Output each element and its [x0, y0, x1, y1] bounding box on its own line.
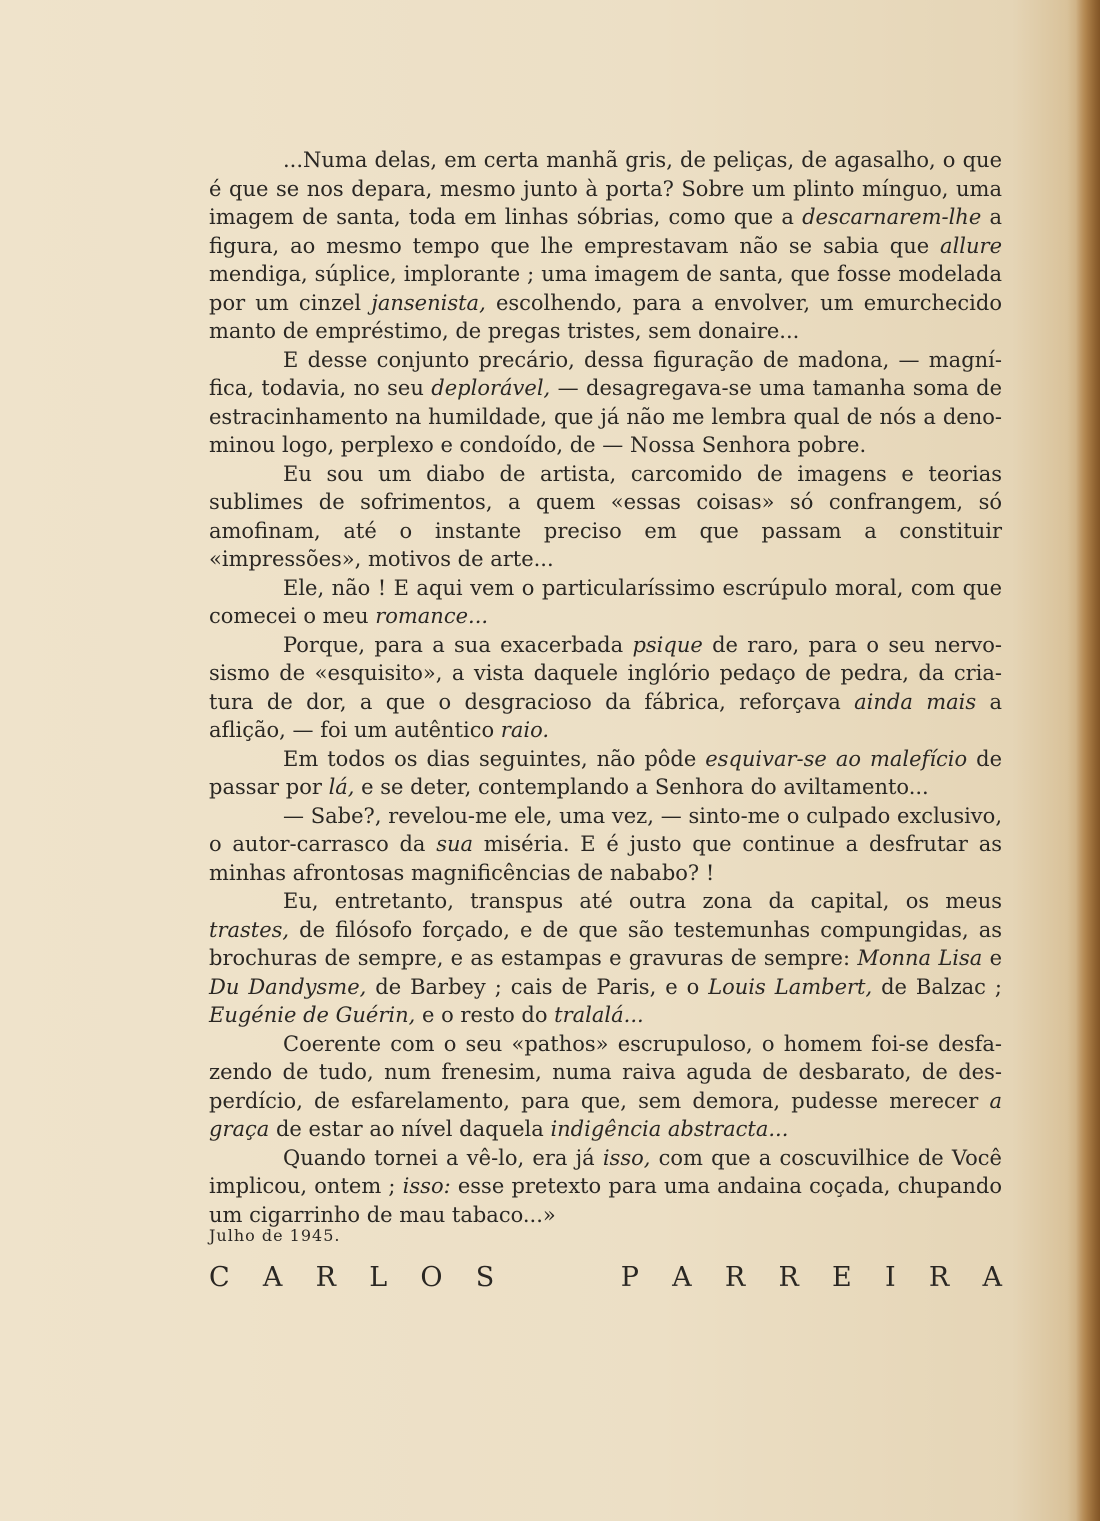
text-run: esse pretexto para uma andaina coçada, chupando um cigarrinho de mau tabaco...» [209, 1174, 1002, 1227]
italic-text: tralalá... [554, 1003, 644, 1027]
text-run: escolhendo, para a envolver, um emurchecido manto de empréstimo, de pregas tristes, sem donaire... [209, 290, 1002, 343]
italic-text: isso, [602, 1145, 651, 1170]
text-run: e [982, 946, 1003, 970]
author-letter: R [778, 1262, 799, 1293]
text-run: a figura, ao mesmo tempo que lhe emprestavam não se sabia que [209, 205, 1002, 258]
italic-text: raio. [500, 718, 550, 742]
author-letter: I [884, 1262, 896, 1293]
italic-text: descarnarem-lhe [802, 205, 982, 229]
italic-text: indigência abstracta... [550, 1117, 789, 1141]
paragraph [209, 802, 1002, 888]
text-run: Em todos os dias seguintes, não pôde [283, 746, 706, 771]
paragraph [209, 745, 1002, 802]
author-letter: P [620, 1262, 639, 1293]
paragraph [209, 1144, 1002, 1230]
text-run: de estar ao nível daquela [269, 1117, 551, 1141]
paragraph [209, 631, 1002, 745]
text-run: de Balzac ; [872, 974, 1002, 999]
italic-text: trastes, [209, 917, 290, 942]
italic-text: psique [632, 632, 703, 657]
text-run: Porque, para a sua exacerbada [283, 632, 633, 657]
paragraph [209, 460, 1002, 574]
italic-text: romance... [375, 604, 489, 628]
italic-text: jansenista, [371, 290, 486, 315]
italic-text: Eugénie de Guérin, [209, 1003, 416, 1027]
text-run: Ele, não ! E aqui vem o particularíssimo escrúpulo moral, com que comecei o meu [209, 575, 1002, 628]
text-run: Eu sou um diabo de artista, carcomido de imagens e teorias sublimes de sofrimentos, a quem «essas coisas» só confrangem, só amofinam, até o instante preciso em que passam a constituir «impressões», motivos de arte... [209, 461, 1002, 571]
text-run: Eu, entretanto, transpus até outra zona da capital, os meus [283, 889, 1002, 913]
paragraph [209, 887, 1002, 1030]
italic-text: a graça [209, 1088, 1002, 1141]
author-letter: R [928, 1262, 950, 1293]
italic-text: esquivar-se ao malefício [705, 746, 968, 771]
author-word-gap [528, 1262, 588, 1293]
author-letter: L [369, 1262, 388, 1293]
author-letter: R [724, 1262, 746, 1293]
date-line: Julho de 1945. [209, 1226, 341, 1245]
author-letter: A [982, 1262, 1002, 1293]
author-signature [209, 1262, 1002, 1293]
paragraph [209, 346, 1002, 460]
text-run: E desse conjunto precário, dessa figuração de madona, — magnífica, todavia, no seu [209, 347, 1002, 400]
text-run: Coerente com o seu «pathos» escrupuloso, o homem foi-se desfazendo de tudo, num frenesim, numa raiva aguda de desbarato, de desperdício, de esfarelamento, para que, sem demora, pudesse merecer [209, 1031, 1002, 1113]
paragraph [209, 1030, 1002, 1144]
author-letter: A [672, 1262, 692, 1293]
italic-text: allure [940, 233, 1002, 258]
paragraph [209, 574, 1002, 631]
text-run: a aflição, — foi um autêntico [209, 689, 1002, 742]
text-run: ...Numa delas, em certa manhã gris, de peliças, de agasalho, o que é que se nos depara, mesmo junto à porta? Sobre um plinto mínguo, uma imagem de santa, toda em linhas sóbrias, como que a [209, 148, 1002, 229]
text-run: miséria. E é justo que continue a desfrutar as minhas afrontosas magnificências de nababo? ! [209, 832, 1002, 885]
italic-text: isso: [402, 1174, 451, 1198]
author-letter: O [420, 1262, 443, 1293]
author-letter: C [209, 1262, 230, 1293]
text-run: de filósofo forçado, e de que são testemunhas compungidas, as brochuras de sempre, e as estampas e gravuras de sempre: [209, 917, 1002, 970]
italic-text: sua [436, 832, 474, 856]
body-text [209, 146, 1002, 1229]
italic-text: Louis Lambert, [708, 974, 873, 999]
italic-text: Du Dandysme, [209, 974, 367, 999]
author-letter: A [262, 1262, 283, 1293]
text-run: de passar por [209, 746, 1002, 799]
text-run: mendiga, súplice, implorante ; uma imagem de santa, que fosse modelada por um cinzel [209, 262, 1002, 315]
text-run: e o resto do [415, 1003, 555, 1027]
author-letter: R [315, 1262, 336, 1293]
text-run: — desagregava-se uma tamanha soma de estracinhamento na humildade, que já não me lembra qual de nós a denominou logo, perplexo e condoído, de — Nossa Senhora pobre. [209, 376, 1002, 457]
text-run: com que a coscuvilhice de Você implicou, ontem ; [209, 1145, 1002, 1198]
paragraph [209, 146, 1002, 346]
author-letter: E [832, 1262, 852, 1293]
page-edge [1076, 0, 1100, 1521]
italic-text: lá, [328, 775, 355, 799]
author-letter: S [475, 1262, 495, 1293]
italic-text: Monna Lisa [857, 946, 983, 970]
text-run: de raro, para o seu nervosismo de «esquisito», a vista daquele inglório pedaço de pedra, da criatura de dor, a que o desgracioso da fábrica, reforçava [209, 632, 1003, 714]
text-run: de Barbey ; cais de Paris, e o [366, 974, 709, 999]
text-run: e se deter, contemplando a Senhora do aviltamento... [354, 775, 929, 799]
text-run: — Sabe?, revelou-me ele, uma vez, — sinto-me o culpado exclusivo, o autor-carrasco da [209, 803, 1002, 856]
italic-text: ainda mais [854, 689, 977, 714]
text-run: Quando tornei a vê-lo, era já [283, 1145, 603, 1170]
italic-text: deplorável, [431, 376, 551, 400]
